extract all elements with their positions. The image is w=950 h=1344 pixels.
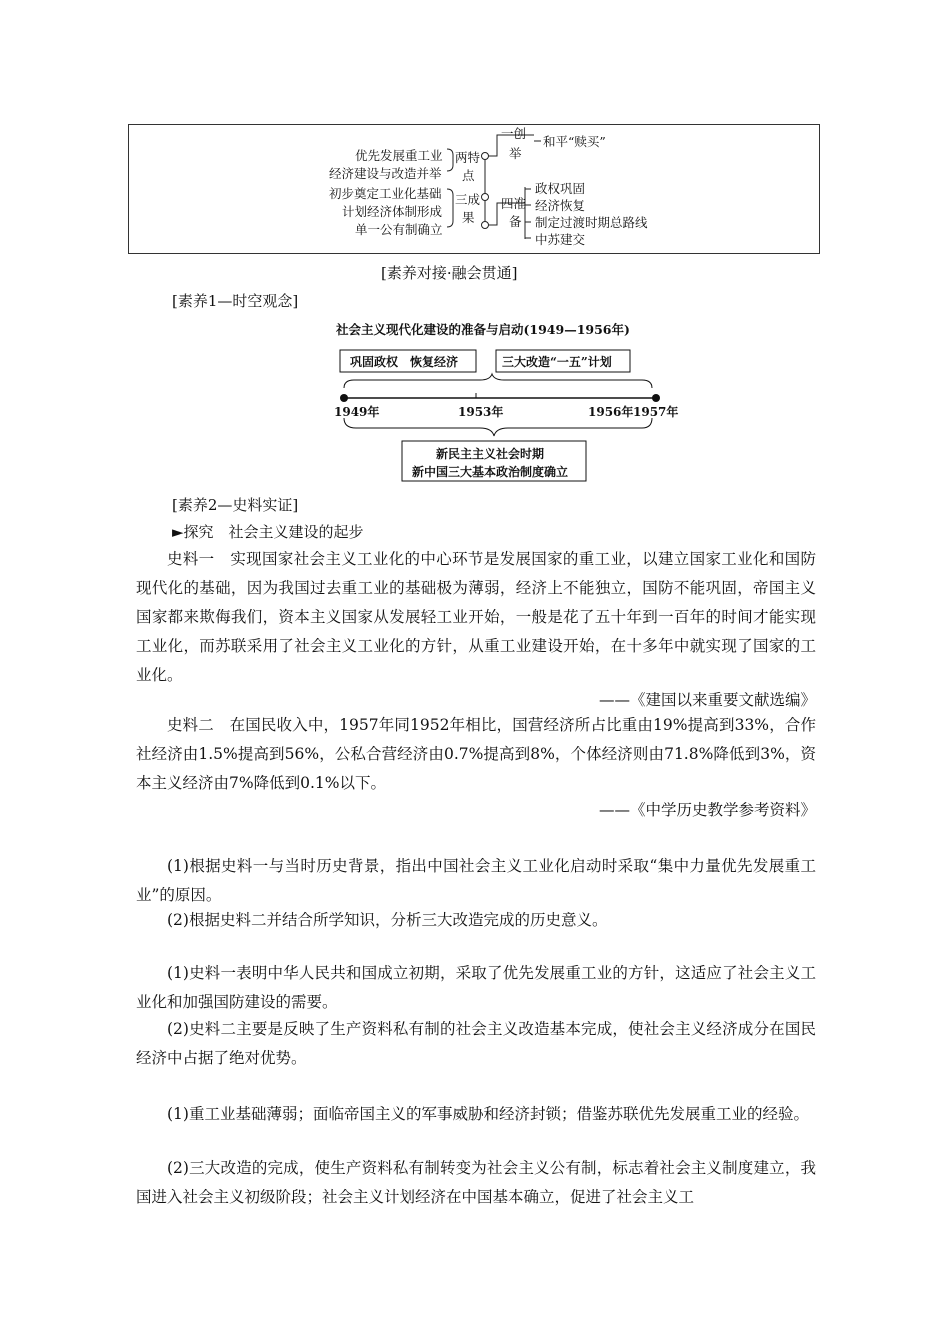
mindmap-item-general-line: 制定过渡时期总路线 — [535, 215, 648, 230]
mindmap-connectors — [129, 125, 821, 255]
mindmap-item-planned-economy: 计划经济体制形成 — [342, 204, 443, 219]
mindmap-node-three-achievements: 三成 — [455, 192, 481, 207]
answer-one: (1)重工业基础薄弱；面临帝国主义的军事威胁和经济封锁；借鉴苏联优先发展重工业的经验。 — [167, 1105, 809, 1123]
source-one-citation: ——《建国以来重要文献选编》 — [598, 691, 816, 709]
source-two-citation: ——《中学历史教学参考资料》 — [598, 801, 816, 819]
mindmap-summary — [128, 124, 820, 254]
hint-two: (2)史料二主要是反映了生产资料私有制的社会主义改造基本完成，使社会主义经济成分在国民经济中占据了绝对优势。 — [136, 1020, 816, 1067]
mindmap-node-four-preparations-2: 备 — [509, 214, 522, 229]
section-caption: [素养对接·融会贯通] — [381, 264, 518, 282]
explore-heading: ►探究 社会主义建设的起步 — [172, 523, 364, 541]
mindmap-item-public-ownership: 单一公有制确立 — [355, 222, 443, 237]
mindmap-item-economic-recovery: 经济恢复 — [535, 198, 586, 213]
mindmap-node-one-innovation-2: 举 — [509, 146, 522, 161]
mindmap-item-industrial-foundation: 初步奠定工业化基础 — [329, 186, 442, 201]
source-one-paragraph: 史料一 实现国家社会主义工业化的中心环节是发展国家的重工业，以建立国家工业化和国防现代化的基础，因为我国过去重工业的基础极为薄弱，经济上不能独立，国防不能巩固，帝国主义国家都来欺侮我们，资本主义国家从发展轻工业开始，一般是花了五十年到一百年的时间才能实现工业化，而苏联采用了社会主义工业化的方针，从重工业建设开始，在十多年中就实现了国家的工业化。 — [136, 550, 816, 684]
mindmap-item-construction-and-reform: 经济建设与改造并举 — [329, 166, 442, 181]
timeline-year-1956: 1956年 — [588, 405, 634, 419]
section-heading-evidence: [素养2—史料实证] — [172, 496, 299, 514]
mindmap-node-one-innovation: 一创 — [501, 126, 527, 141]
timeline-period-label: 新民主主义社会时期 — [436, 447, 545, 461]
mindmap-node-three-achievements-2: 果 — [462, 210, 475, 225]
mindmap-item-regime-consolidation: 政权巩固 — [535, 181, 586, 196]
mindmap-node-two-features: 两特 — [455, 150, 481, 165]
timeline-year-1957: 1957年 — [633, 405, 679, 419]
answer-two: (2)三大改造的完成，使生产资料私有制转变为社会主义公有制，标志着社会主义制度建立，我国进入社会主义初级阶段；社会主义计划经济在中国基本确立，促进了社会主义工 — [136, 1159, 816, 1206]
mindmap-item-sino-soviet-relations: 中苏建交 — [535, 232, 586, 247]
mindmap-item-peaceful-redemption: 和平“赎买” — [543, 134, 606, 149]
mindmap-node-four-preparations: 四准 — [501, 196, 527, 211]
question-two: (2)根据史料二并结合所学知识，分析三大改造完成的历史意义。 — [167, 911, 608, 929]
section-heading-spacetime: [素养1—时空观念] — [172, 292, 299, 310]
timeline-box-consolidation: 巩固政权 恢复经济 — [350, 355, 459, 369]
timeline-box-transformation: 三大改造“一五”计划 — [502, 355, 612, 369]
mindmap-node-two-features-2: 点 — [462, 168, 475, 183]
question-one: (1)根据史料一与当时历史背景，指出中国社会主义工业化启动时采取“集中力量优先发展重工业”的原因。 — [136, 857, 816, 904]
timeline-year-1949: 1949年 — [334, 405, 380, 419]
timeline-title: 社会主义现代化建设的准备与启动(1949—1956年) — [336, 322, 630, 337]
timeline-institutions-label: 新中国三大基本政治制度确立 — [412, 465, 569, 479]
mindmap-item-priority-heavy-industry: 优先发展重工业 — [355, 148, 443, 163]
timeline-figure — [330, 318, 680, 486]
timeline-year-1953: 1953年 — [458, 405, 504, 419]
source-two-paragraph: 史料二 在国民收入中，1957年同1952年相比，国营经济所占比重由19%提高到33%，合作社经济由1.5%提高到56%，公私合营经济由0.7%提高到8%，个体经济则由71.8%降低到3%，资本主义经济由7%降低到0.1%以下。 — [136, 716, 816, 792]
hint-one: (1)史料一表明中华人民共和国成立初期，采取了优先发展重工业的方针，这适应了社会主义工业化和加强国防建设的需要。 — [136, 964, 816, 1011]
